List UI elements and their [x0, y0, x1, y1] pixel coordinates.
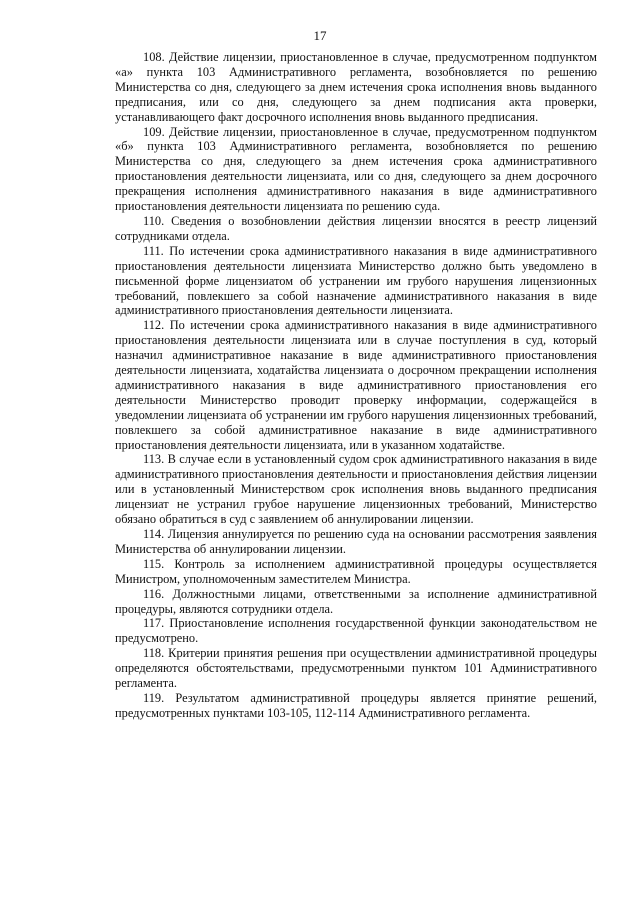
paragraph-115: 115. Контроль за исполнением административной процедуры осуществляется Министром, уполномоченным заместителем Министра.: [115, 556, 597, 586]
paragraph-118: 118. Критерии принятия решения при осуществлении административной процедуры определяются обстоятельствами, предусмотренными пунктом 101 Административного регламента.: [115, 646, 597, 691]
page-number: 17: [313, 28, 327, 43]
paragraph-108: 108. Действие лицензии, приостановленное в случае, предусмотренном подпунктом «а» пункта 103 Административного регламента, возобновляется по решению Министерства со дня, следующего за днем истечения срока исполнения вновь выданного предписания, или со дня, следующего за днем подписания акта проверки, устанавливающего факт досрочного исполнения вновь выданного предписания.: [115, 50, 597, 124]
paragraph-109: 109. Действие лицензии, приостановленное в случае, предусмотренном подпунктом «б» пункта 103 Административного регламента, возобновляется по решению Министерства со дня, следующего за днем истечения срока административного приостановления деятельности лицензиата, или со дня, следующего за днем досрочного прекращения исполнения административного наказания в виде административного приостановления деятельности лицензиата по решению суда.: [115, 124, 597, 214]
paragraph-110: 110. Сведения о возобновлении действия лицензии вносятся в реестр лицензий сотрудниками отдела.: [115, 213, 597, 243]
document-body: [115, 50, 597, 721]
paragraph-114: 114. Лицензия аннулируется по решению суда на основании рассмотрения заявления Министерства об аннулировании лицензии.: [115, 527, 597, 556]
paragraph-111: 111. По истечении срока административного наказания в виде административного приостановления деятельности лицензиата Министерство должно быть уведомлено в письменной форме лицензиатом об устранении им грубого нарушения лицензионных требований, повлекшего за собой назначение административного наказания в виде административного приостановления деятельности лицензиата.: [115, 243, 597, 318]
paragraph-112: 112. По истечении срока административного наказания в виде административного приостановления деятельности лицензиата или в случае поступления в суд, который назначил административное наказание в виде административного приостановления деятельности лицензиата, ходатайства лицензиата о досрочном прекращении исполнения административного наказания в виде административного приостановления его деятельности Министерство проводит проверку информации, содержащейся в уведомлении лицензиата об устранении им грубого нарушения лицензионных требований, повлекшего за собой административное наказание в виде административного приостановления деятельности лицензиата, или в указанном ходатайстве.: [115, 318, 597, 452]
paragraph-119: 119. Результатом административной процедуры является принятие решений, предусмотренных пунктами 103-105, 112-114 Административного регламента.: [115, 690, 597, 720]
paragraph-113: 113. В случае если в установленный судом срок административного наказания в виде административного приостановления деятельности и приостановления действия лицензии или в установленный Министерством срок исполнения вновь выданного предписания лицензиат не устранил грубое нарушение лицензионных требований, Министерство обязано обратиться в суд с заявлением об аннулировании лицензии.: [115, 452, 597, 527]
paragraph-116: 116. Должностными лицами, ответственными за исполнение административной процедуры, являются сотрудники отдела.: [115, 586, 597, 616]
paragraph-117: 117. Приостановление исполнения государственной функции законодательством не предусмотрено.: [115, 616, 597, 646]
